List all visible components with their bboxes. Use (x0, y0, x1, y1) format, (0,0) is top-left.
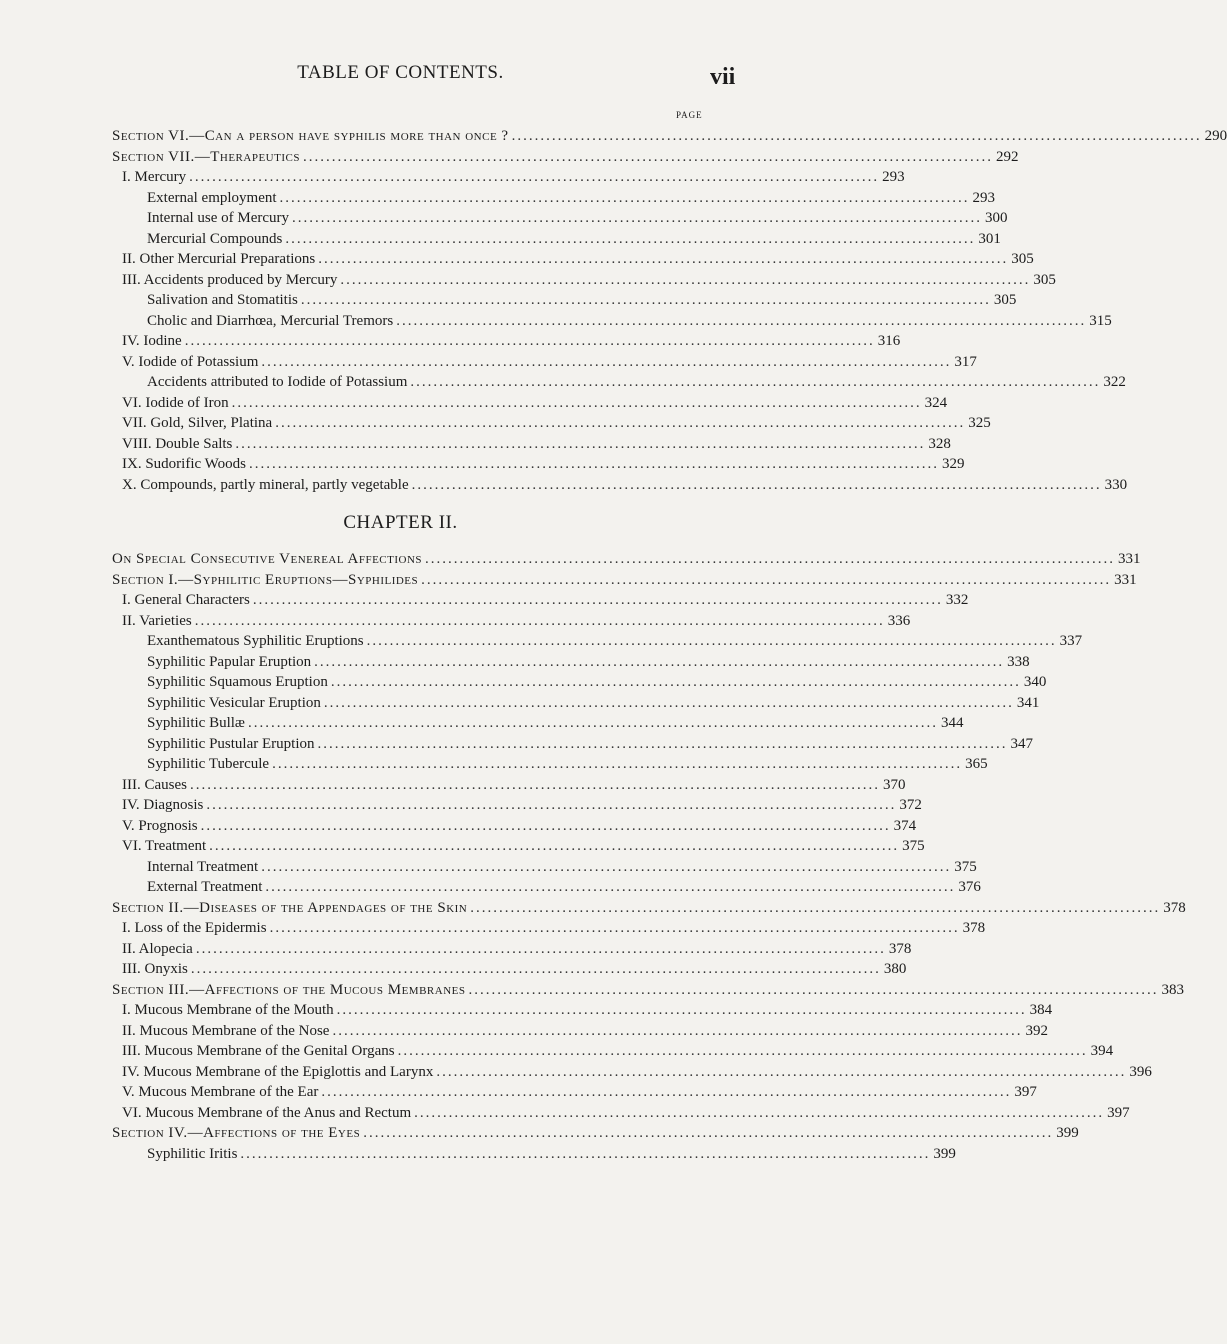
toc-entry-page: 383 (1161, 981, 1184, 998)
toc-entry (0, 352, 977, 373)
toc-entry-page: 316 (877, 333, 901, 349)
toc-entry-label: Salivation and Stomatitis (147, 292, 298, 308)
leader-dots: ........................................................................................................................ (240, 1145, 931, 1162)
toc-entry-page: 315 (1089, 312, 1112, 329)
leader-dots: ........................................................................................................................ (363, 1125, 1054, 1141)
leader-dots: ........................................................................................................................ (209, 838, 900, 854)
toc-entry-page: 380 (883, 961, 907, 977)
toc-entry (0, 454, 965, 475)
leader-dots: ........................................................................................................................ (468, 981, 1159, 998)
leader-dots: ........................................................................................................................ (195, 940, 886, 957)
toc-entry-label: VII. Gold, Silver, Platina (122, 415, 273, 431)
toc-entry-page: 338 (1007, 653, 1030, 670)
leader-dots: ........................................................................................................................ (292, 210, 983, 226)
leader-dots: ........................................................................................................................ (247, 715, 938, 731)
leader-dots: ........................................................................................................................ (366, 633, 1057, 649)
toc-entry-label: Section I.—Syphilitic Eruptions—Syphilides (112, 571, 419, 588)
toc-entry (0, 611, 911, 632)
toc-entry (0, 413, 991, 434)
toc-entry (0, 836, 925, 857)
toc-entry-label: Section VII.—Therapeutics (112, 148, 300, 165)
toc-entry-page: 365 (965, 756, 988, 772)
toc-entry-page: 328 (928, 435, 951, 452)
toc-entry (0, 1041, 1114, 1062)
leader-dots: ........................................................................................................................ (279, 189, 970, 206)
leader-dots: ........................................................................................................................ (231, 394, 922, 411)
toc-entry-label: On Special Consecutive Venereal Affections (112, 551, 423, 567)
toc-entry-label: II. Mucous Membrane of the Nose (122, 1022, 330, 1039)
toc-entry (0, 713, 964, 734)
toc-entry (0, 372, 1126, 393)
toc-entry-page: 331 (1118, 551, 1141, 567)
toc-entry-page: 376 (958, 879, 981, 895)
toc-entry (0, 898, 1186, 919)
toc-entry-page: 392 (1025, 1022, 1048, 1039)
toc-entry-page: 378 (1163, 899, 1186, 916)
toc-entry-label: Syphilitic Papular Eruption (147, 653, 312, 670)
toc-entry (0, 590, 969, 611)
toc-entry (0, 475, 1128, 496)
toc-entry (0, 672, 1047, 693)
toc-entry-label: III. Onyxis (122, 961, 188, 977)
toc-entry-label: IV. Mucous Membrane of the Epiglottis and Larynx (122, 1063, 434, 1080)
leader-dots: ........................................................................................................................ (190, 961, 881, 977)
toc-entry-label: I. Loss of the Epidermis (122, 920, 267, 936)
leader-dots: ........................................................................................................................ (336, 1002, 1027, 1018)
leader-dots: ........................................................................................................................ (314, 653, 1005, 670)
leader-dots: ........................................................................................................................ (397, 1043, 1088, 1059)
toc-entry-label: Internal use of Mercury (147, 210, 290, 226)
leader-dots: ........................................................................................................................ (265, 879, 956, 895)
page-title: TABLE OF CONTENTS. (297, 62, 504, 83)
toc-entry-label: V. Mucous Membrane of the Ear (122, 1084, 319, 1100)
leader-dots: ........................................................................................................................ (421, 571, 1112, 588)
leader-dots: ........................................................................................................................ (302, 148, 993, 165)
toc-entry-page: 300 (985, 210, 1008, 226)
toc-entry (0, 393, 948, 414)
leader-dots: ........................................................................................................................ (340, 271, 1031, 288)
leader-dots: ........................................................................................................................ (200, 817, 891, 834)
toc-entry-label: VIII. Double Salts (122, 435, 233, 452)
table-of-contents (0, 126, 1227, 1164)
leader-dots: ........................................................................................................................ (411, 476, 1102, 493)
toc-part-1 (0, 126, 1227, 495)
toc-entry (0, 1144, 956, 1165)
leader-dots: ........................................................................................................................ (318, 251, 1009, 267)
toc-entry-label: IV. Diagnosis (122, 797, 204, 813)
toc-entry (0, 734, 1033, 755)
leader-dots: ........................................................................................................................ (410, 374, 1101, 390)
toc-entry (0, 631, 1083, 652)
leader-dots: ........................................................................................................................ (261, 353, 952, 370)
toc-entry (0, 290, 1017, 311)
toc-entry-page: 305 (993, 292, 1017, 308)
toc-entry-label: Accidents attributed to Iodide of Potassium (147, 374, 408, 390)
leader-dots: ........................................................................................................................ (275, 415, 966, 431)
toc-entry-label: Syphilitic Pustular Eruption (147, 735, 315, 752)
toc-entry (0, 1000, 1053, 1021)
toc-entry (0, 1103, 1130, 1124)
toc-entry (0, 693, 1040, 714)
toc-entry-label: External Treatment (147, 879, 263, 895)
toc-entry (0, 1021, 1048, 1042)
toc-entry (0, 918, 986, 939)
leader-dots: ........................................................................................................................ (194, 612, 885, 629)
toc-entry-page: 394 (1090, 1043, 1114, 1059)
toc-entry-label: IX. Sudorific Woods (122, 456, 246, 472)
toc-entry (0, 188, 996, 209)
toc-entry (0, 1062, 1152, 1083)
toc-entry-label: I. Mercury (122, 169, 187, 185)
toc-entry-page: 370 (882, 776, 906, 793)
toc-entry-page: 399 (1056, 1125, 1079, 1141)
leader-dots: ........................................................................................................................ (317, 735, 1008, 752)
toc-entry (0, 652, 1030, 673)
toc-entry-page: 301 (978, 230, 1001, 247)
toc-entry (0, 570, 1137, 591)
page-column-label: PAGE (676, 110, 703, 120)
toc-entry-page: 305 (1033, 271, 1056, 288)
toc-entry-page: 332 (945, 592, 969, 608)
toc-entry-label: Section III.—Affections of the Mucous Membranes (112, 981, 466, 998)
leader-dots: ........................................................................................................................ (511, 128, 1202, 144)
toc-entry (0, 939, 912, 960)
toc-entry-label: I. General Characters (122, 592, 250, 608)
leader-dots: ........................................................................................................................ (470, 899, 1161, 916)
toc-entry (0, 311, 1112, 332)
toc-entry-page: 330 (1104, 476, 1128, 493)
toc-entry (0, 980, 1184, 1001)
leader-dots: ........................................................................................................................ (269, 920, 960, 936)
toc-entry-label: II. Varieties (122, 612, 192, 629)
toc-entry-label: VI. Treatment (122, 838, 207, 854)
toc-entry-label: III. Mucous Membrane of the Genital Organs (122, 1043, 395, 1059)
toc-entry-label: III. Causes (122, 776, 187, 793)
toc-entry (0, 249, 1034, 270)
leader-dots: ........................................................................................................................ (261, 858, 952, 875)
toc-entry-page: 344 (940, 715, 964, 731)
toc-entry-label: Syphilitic Squamous Eruption (147, 674, 328, 690)
toc-entry-page: 305 (1011, 251, 1034, 267)
toc-entry-label: I. Mucous Membrane of the Mouth (122, 1002, 334, 1018)
leader-dots: ........................................................................................................................ (300, 292, 991, 308)
toc-entry-label: Internal Treatment (147, 858, 259, 875)
toc-entry-label: Exanthematous Syphilitic Eruptions (147, 633, 364, 649)
toc-entry-page: 293 (972, 189, 996, 206)
toc-entry (0, 208, 1008, 229)
leader-dots: ........................................................................................................................ (321, 1084, 1012, 1100)
toc-entry-page: 384 (1029, 1002, 1053, 1018)
toc-entry (0, 270, 1056, 291)
toc-entry-page: 396 (1129, 1063, 1152, 1080)
leader-dots: ........................................................................................................................ (396, 312, 1087, 329)
toc-entry (0, 959, 907, 980)
toc-entry-label: II. Alopecia (122, 940, 193, 957)
leader-dots: ........................................................................................................................ (323, 694, 1014, 711)
leader-dots: ........................................................................................................................ (272, 756, 963, 772)
toc-entry (0, 795, 922, 816)
toc-entry-page: 325 (968, 415, 991, 431)
leader-dots: ........................................................................................................................ (330, 674, 1021, 690)
toc-entry-page: 372 (899, 797, 922, 813)
toc-entry-label: III. Accidents produced by Mercury (122, 271, 338, 288)
toc-entry-label: Syphilitic Iritis (147, 1145, 238, 1162)
leader-dots: ........................................................................................................................ (189, 776, 880, 793)
toc-entry-label: IV. Iodine (122, 333, 182, 349)
toc-entry-page: 378 (888, 940, 912, 957)
leader-dots: ........................................................................................................................ (206, 797, 897, 813)
toc-entry-page: 329 (941, 456, 965, 472)
leader-dots: ........................................................................................................................ (332, 1022, 1023, 1039)
toc-entry (0, 229, 1001, 250)
toc-entry-page: 337 (1059, 633, 1083, 649)
leader-dots: ........................................................................................................................ (189, 169, 880, 185)
toc-entry-page: 375 (954, 858, 977, 875)
toc-entry (0, 167, 905, 188)
toc-entry-label: X. Compounds, partly mineral, partly vegetable (122, 476, 409, 493)
toc-entry (0, 857, 977, 878)
toc-entry-page: 336 (887, 612, 911, 629)
toc-entry (0, 434, 951, 455)
toc-entry-page: 347 (1010, 735, 1033, 752)
toc-entry-page: 331 (1114, 571, 1137, 588)
leader-dots: ........................................................................................................................ (184, 333, 875, 349)
toc-entry-label: VI. Iodide of Iron (122, 394, 229, 411)
toc-entry-page: 399 (933, 1145, 956, 1162)
toc-entry (0, 877, 981, 898)
toc-entry-label: Cholic and Diarrhœa, Mercurial Tremors (147, 312, 394, 329)
leader-dots: ........................................................................................................................ (248, 456, 939, 472)
toc-entry-page: 292 (995, 148, 1019, 165)
toc-entry-page: 374 (893, 817, 917, 834)
toc-entry (0, 775, 906, 796)
toc-entry-page: 322 (1103, 374, 1126, 390)
toc-entry-label: V. Iodide of Potassium (122, 353, 259, 370)
toc-entry-page: 397 (1107, 1104, 1130, 1121)
toc-entry-label: Mercurial Compounds (147, 230, 283, 247)
toc-entry (0, 754, 988, 775)
toc-entry-page: 290 (1204, 128, 1227, 144)
chapter-heading: CHAPTER II. (343, 512, 458, 533)
toc-entry-page: 341 (1016, 694, 1040, 711)
toc-entry-page: 397 (1014, 1084, 1037, 1100)
toc-entry (0, 1082, 1037, 1103)
toc-entry-label: Syphilitic Bullæ (147, 715, 245, 731)
toc-entry-label: Section II.—Diseases of the Appendages of the Skin (112, 899, 468, 916)
toc-entry (0, 126, 1227, 147)
leader-dots: ........................................................................................................................ (252, 592, 943, 608)
toc-entry-label: Section IV.—Affections of the Eyes (112, 1125, 361, 1141)
leader-dots: ........................................................................................................................ (285, 230, 976, 247)
toc-entry-label: II. Other Mercurial Preparations (122, 251, 316, 267)
toc-entry (0, 1123, 1079, 1144)
toc-entry-page: 375 (902, 838, 925, 854)
toc-entry-label: V. Prognosis (122, 817, 198, 834)
toc-entry-page: 378 (962, 920, 986, 936)
leader-dots: ........................................................................................................................ (235, 435, 926, 452)
running-head (0, 60, 801, 90)
page-number: vii (710, 64, 736, 90)
toc-part-2 (0, 549, 1186, 1164)
toc-entry-label: Syphilitic Vesicular Eruption (147, 694, 321, 711)
leader-dots: ........................................................................................................................ (436, 1063, 1127, 1080)
toc-entry-page: 293 (882, 169, 905, 185)
toc-entry (0, 816, 917, 837)
toc-entry-label: Section VI.—Can a person have syphilis more than once ? (112, 128, 509, 144)
toc-entry (0, 147, 1019, 168)
leader-dots: ........................................................................................................................ (425, 551, 1116, 567)
toc-entry-label: Syphilitic Tubercule (147, 756, 270, 772)
toc-entry (0, 549, 1141, 570)
toc-entry-label: VI. Mucous Membrane of the Anus and Rectum (122, 1104, 412, 1121)
toc-entry-page: 317 (954, 353, 977, 370)
toc-entry-page: 324 (924, 394, 948, 411)
toc-entry-label: External employment (147, 189, 277, 206)
leader-dots: ........................................................................................................................ (414, 1104, 1105, 1121)
toc-entry-page: 340 (1023, 674, 1047, 690)
toc-entry (0, 331, 901, 352)
